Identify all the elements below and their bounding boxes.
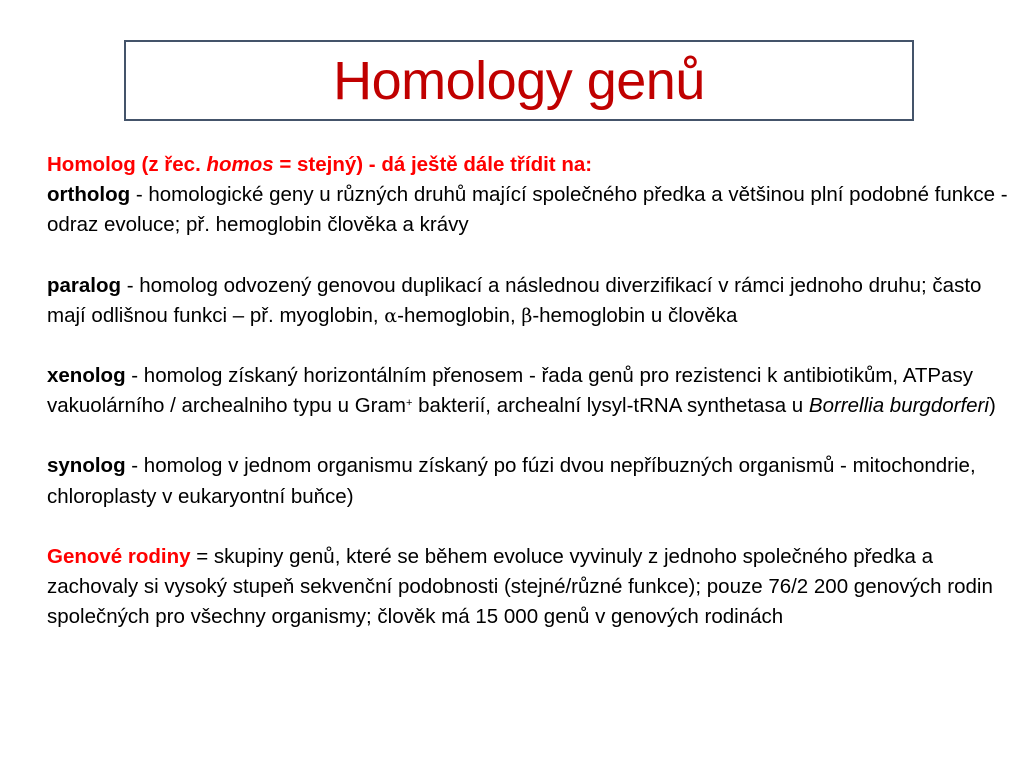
- paralog-text-c: -hemoglobin u člověka: [532, 303, 738, 327]
- paralog-text-a: - homolog odvozený genovou duplikací a následnou diverzifikací v rámci jednoho druhu; často mají odlišnou funkci – př. myoglobin,: [47, 273, 982, 327]
- paragraph-gene-families: [47, 542, 1017, 633]
- synolog-term: synolog: [47, 454, 126, 478]
- xenolog-italic: Borrellia burgdorferi: [808, 394, 989, 418]
- xenolog-text-a: - homolog získaný horizontálním přenosem - řada genů pro rezistenci k antibiotikům, ATPasy vakuolárního / archealniho typu u Gram: [47, 364, 973, 418]
- beta-symbol: β: [521, 304, 533, 327]
- xenolog-text-c: ): [988, 394, 996, 418]
- xenolog-text-b: bakterií, archealní lysyl-tRNA synthetasa u: [412, 394, 809, 418]
- paragraph-paralog: [47, 271, 1017, 331]
- paragraph-synolog: [47, 451, 1017, 511]
- content: [47, 150, 1017, 662]
- ortholog-term: ortholog: [47, 183, 131, 207]
- paralog-text-b: -hemoglobin,: [397, 303, 522, 327]
- intro-lead: Homolog (z řec.: [47, 153, 207, 176]
- paragraph-xenolog: [47, 361, 1017, 421]
- families-term: Genové rodiny: [47, 544, 191, 568]
- paragraph-ortholog: [47, 150, 1017, 241]
- paralog-term: paralog: [47, 273, 122, 297]
- xenolog-term: xenolog: [47, 364, 126, 388]
- gram-plus-superscript: +: [405, 397, 413, 410]
- intro-italic: homos: [206, 153, 274, 176]
- intro-rest: = stejný) - dá ještě dále třídit na:: [273, 153, 593, 176]
- intro-heading: [47, 153, 592, 176]
- synolog-text: - homolog v jednom organismu získaný po fúzi dvou nepříbuzných organismů - mitochondrie, chloroplasty v eukaryontní buňce): [47, 454, 976, 508]
- title-box: [124, 40, 914, 121]
- page-title: Homology genů: [333, 50, 705, 111]
- alpha-symbol: α: [384, 304, 398, 327]
- families-text: = skupiny genů, které se během evoluce vyvinuly z jednoho společného předka a zachovaly si vysoký stupeň sekvenční podobnosti (stejné/různé funkce); pouze 76/2 200 genových rodin společných pro všechny organismy; člověk má 15 000 genů v genových rodinách: [47, 544, 993, 629]
- ortholog-text: - homologické geny u různých druhů mající společného předka a většinou plní podobné funkce - odraz evoluce; př. hemoglobin člověka a krávy: [47, 183, 1008, 237]
